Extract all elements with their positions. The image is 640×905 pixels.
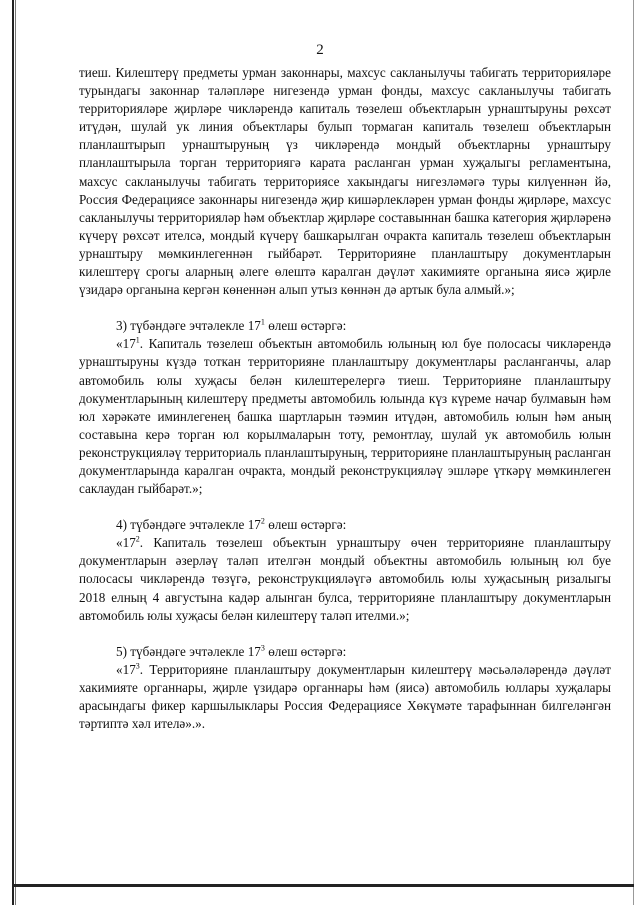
- item-5-quote: «$17^3$. Территорияне планлаштыру документларын килештерү мәсьәләләрендә дәүләт хакимияте органнары, җирле үзидарә органнары һәм (яисә) автомобиль юллары хуҗалары арасындагы фикер каршылыклары Россия Федерациясе Хөкүмәте тарафыннан билгеләнгән тәртиптә хәл ителә».».: [79, 661, 611, 732]
- binding-edge-line: [12, 0, 14, 905]
- bottom-edge-line: [12, 884, 634, 887]
- paragraph-continuation: тиеш. Килештерү предметы урман законнары, махсус сакланылучы табигать территорияләре турындагы законнар таләпләре нигезендә урман фонды, махсус сакланылучы табигать территорияләре җирләре чикләрендә капиталь төзелеш объектларын урнаштыруны рөхсәт итүдән, шулай ук линия объектлары булып тормаган капиталь төзелеш объектларын планлаштырып урнаштыруның үз чикләрендә мондый объектларны урнаштыру планлаштырыла торган территориягә карата расланган урман хуҗалыгы регламентына, махсус сакланылучы табигать территориясе хакындагы нигезләмәгә туры килүеннән йә, Россия Федерациясе законнары нигезендә җир кишәрлекләрен урман фонды җирләре, махсус сакланылучы территорияләр һәм объектлар җирләре составыннан башка категория җирләренә күчерү рөхсәт ителсә, мондый күчерү башкарылган очракта капиталь төзелеш объектларын урнаштыру мөмкинлегеннән гыйбарәт. Территорияне планлаштыру документларын килештерү срогы аларның әлеге өлештә каралган дәүләт хакимияте органына яисә җирле үзидарә органына кергән көненнән алып утыз көннән дә артык була алмый.»;: [79, 65, 611, 298]
- right-edge-line: [633, 0, 634, 905]
- item-3-intro: 3) түбәндәге эчтәлекле $17^1$ өлеш өстәргә:: [116, 317, 347, 334]
- document-body: [79, 64, 611, 733]
- item-5-intro: 5) түбәндәге эчтәлекле $17^3$ өлеш өстәргә:: [116, 643, 347, 659]
- item-3-quote: «$17^1$. Капиталь төзелеш объектын автомобиль юлының юл буе полосасы чикләрендә урнаштыруны күздә тоткан территорияне планлаштыру документлары расланганчы, алар автомобиль юлы хуҗасы белән килештерелергә тиеш. Территорияне планлаштыру документларының килештерү предметы автомобиль юлында күз күреме начар булмавын һәм юл хәрәкәте иминлегенең башка шартларын тәэмин итүдән, автомобиль юлын һәм аның составына керә торган юл корылмаларын тоту, ремонтлау, шулай ук автомобиль юлын реконструкцияләү территориаль планлаштыруның, территорияне планлаштыруның расланган документларында каралган очракта, мондый реконструкцияләү эшләре үткәрү мөмкинлеген саклаудан гыйбарәт.»;: [79, 335, 611, 497]
- item-4-intro: 4) түбәндәге эчтәлекле $17^2$ өлеш өстәргә:: [116, 516, 347, 533]
- page-number: 2: [316, 42, 324, 58]
- binding-edge-thin-line: [15, 0, 16, 905]
- item-4-quote: «$17^2$. Капиталь төзелеш объектын урнаштыру өчен территорияне планлаштыру документларын әзерләү таләп ителгән мондый объектны автомобиль юлының юл буе полосасы чикләрендә төзүгә, реконструкцияләүгә автомобиль юлы хуҗасының ризалыгы 2018 елның 4 августына кадәр алынган булса, территорияне планлаштыру документларын автомобиль юлы хуҗасы белән килештерү таләп ителми.»;: [79, 534, 611, 623]
